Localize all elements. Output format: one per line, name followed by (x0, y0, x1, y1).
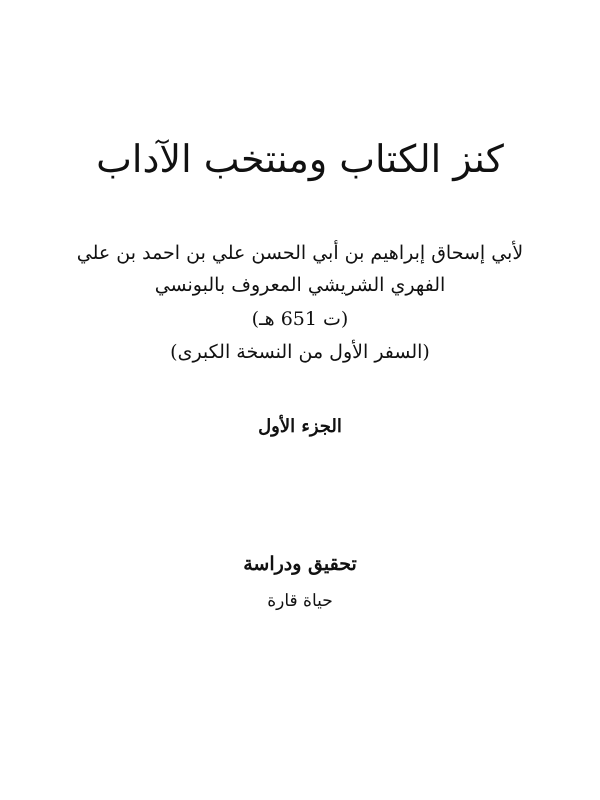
volume-note: (السفر الأول من النسخة الكبرى) (170, 341, 430, 363)
edited-label: تحقيق ودراسة (243, 553, 357, 575)
death-date: (ت 651 هـ) (251, 308, 349, 330)
editor-name: حياة قارة (267, 591, 333, 611)
author-line-2: الفهري الشريشي المعروف بالبونسي (154, 274, 446, 296)
book-title: كنز الكتاب ومنتخب الآداب (96, 137, 504, 181)
part-label: الجزء الأول (258, 416, 342, 437)
author-line-1: لأبي إسحاق إبراهيم بن أبي الحسن علي بن احمد بن علي (76, 242, 524, 264)
